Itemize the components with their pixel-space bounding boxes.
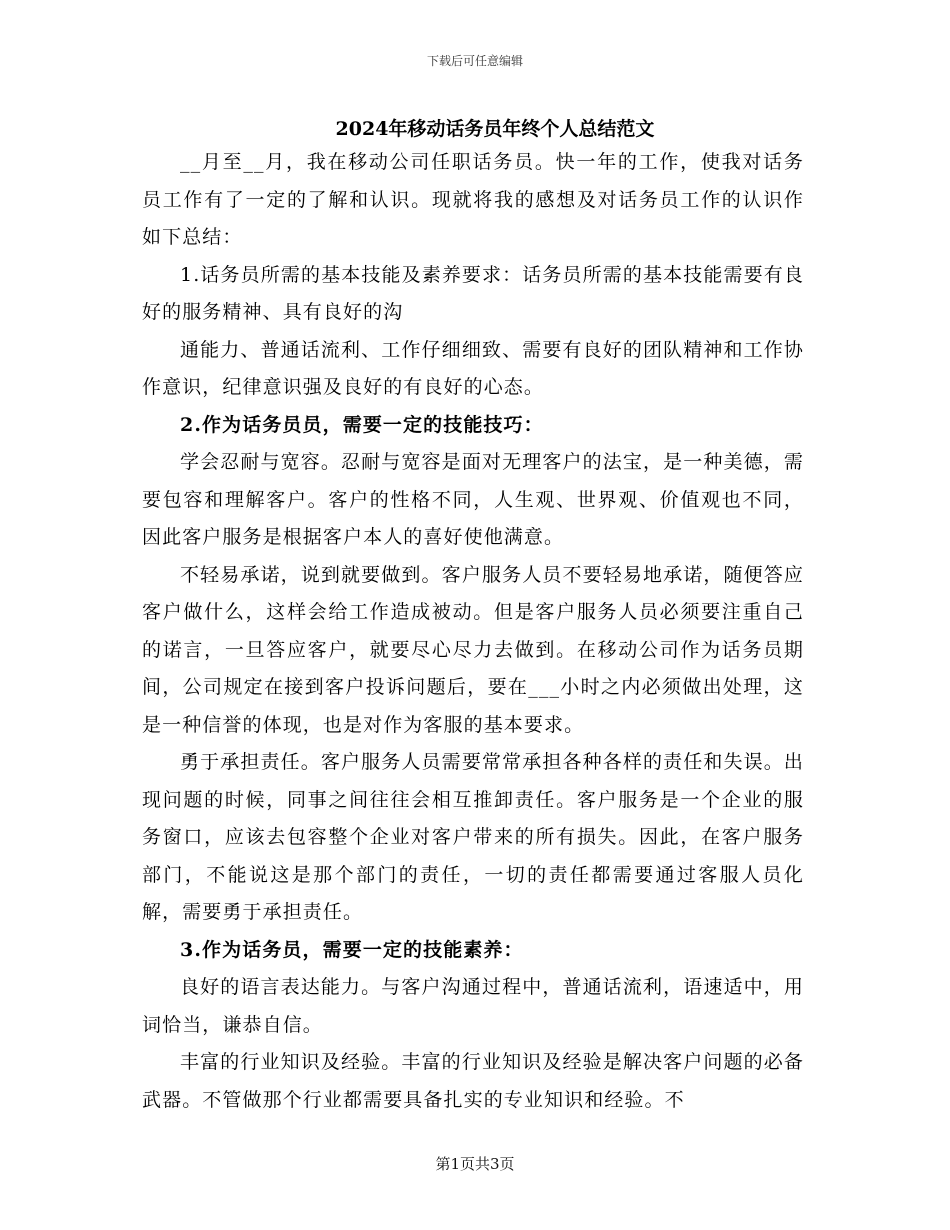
paragraph-promise: 不轻易承诺，说到就要做到。客户服务人员不要轻易地承诺，随便答应客户做什么，这样会给工作造成被动。但是客户服务人员必须要注重自己的诺言，一旦答应客户，就要尽心尽力去做到。在移动公司作为话务员期间，公司规定在接到客户投诉问题后，要在___小时之内必须做出处理，这是一种信誉的体现，也是对作为客服的基本要求。 [142,563,804,736]
document-title: 2024年移动话务员年终个人总结范文 [335,118,655,140]
paragraph-intro: __月至__月，我在移动公司任职话务员。快一年的工作，使我对话务员工作有了一定的了解和认识。现就将我的感想及对话务员工作的认识作如下总结： [142,151,804,248]
page-number: 第1页共3页 [435,1155,515,1173]
paragraph-knowledge: 丰富的行业知识及经验。丰富的行业知识及经验是解决客户问题的必备武器。不管做那个行业都需要具备扎实的专业知识和经验。不 [142,1051,804,1111]
header-note: 下载后可任意编辑 [426,54,523,68]
paragraph-patience: 学会忍耐与宽容。忍耐与宽容是面对无理客户的法宝，是一种美德，需要包容和理解客户。客户的性格不同，人生观、世界观、价值观也不同，因此客户服务是根据客户本人的喜好使他满意。 [142,451,804,548]
section-heading-2: 2.作为话务员员，需要一定的技能技巧： [180,413,544,436]
document-body [142,144,804,1119]
section-heading-3: 3.作为话务员，需要一定的技能素养： [180,938,524,961]
paragraph-language: 良好的语言表达能力。与客户沟通过程中，普通话流利，语速适中，用词恰当，谦恭自信。 [142,976,804,1036]
paragraph-responsibility: 勇于承担责任。客户服务人员需要常常承担各种各样的责任和失误。出现问题的时候，同事之间往往会相互推卸责任。客户服务是一个企业的服务窗口，应该去包容整个企业对客户带来的所有损失。因此，在客户服务部门，不能说这是那个部门的责任，一切的责任都需要通过客服人员化解，需要勇于承担责任。 [142,751,804,923]
paragraph-skills-1: 1.话务员所需的基本技能及素养要求：话务员所需的基本技能需要有良好的服务精神、具有良好的沟 [142,263,804,323]
paragraph-skills-1-cont: 通能力、普通话流利、工作仔细细致、需要有良好的团队精神和工作协作意识，纪律意识强及良好的有良好的心态。 [142,338,804,398]
